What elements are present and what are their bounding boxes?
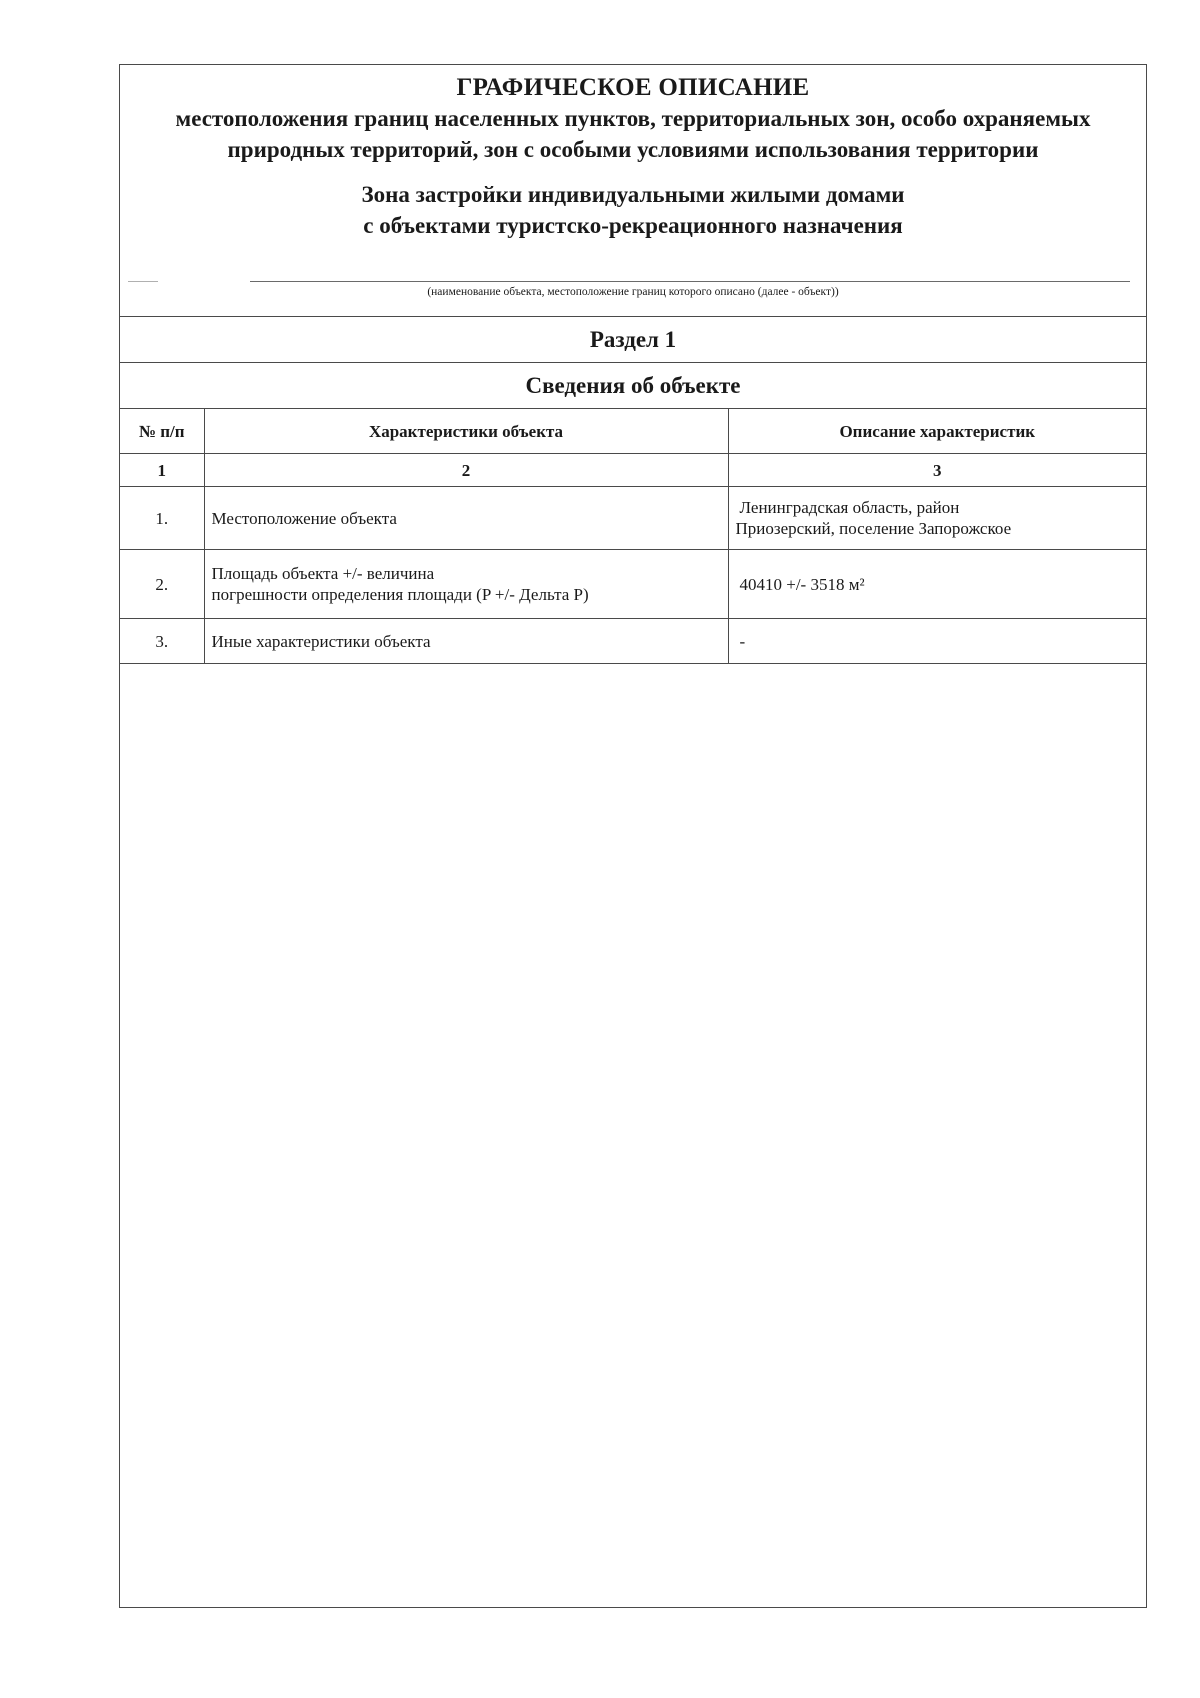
row-description-line-1: Ленинградская область, район bbox=[739, 498, 960, 517]
column-number-2: 2 bbox=[204, 454, 728, 487]
document-sheet bbox=[119, 64, 1147, 1608]
object-caption: (наименование объекта, местоположение границ которого описано (далее - объект)) bbox=[427, 286, 839, 298]
row-number: 1. bbox=[120, 487, 204, 550]
section-label: Раздел 1 bbox=[120, 317, 1146, 363]
row-characteristic-line-2: погрешности определения площади (P +/- Дельта P) bbox=[211, 585, 589, 604]
row-characteristic bbox=[204, 550, 728, 619]
header-dash bbox=[128, 281, 158, 282]
column-number-1: 1 bbox=[120, 454, 204, 487]
table-row bbox=[120, 619, 1146, 664]
row-description bbox=[728, 487, 1146, 550]
document-header bbox=[120, 65, 1146, 317]
row-number: 2. bbox=[120, 550, 204, 619]
object-info-table bbox=[120, 409, 1146, 664]
object-name-line-2: с объектами туристско-рекреационного назначения bbox=[363, 213, 903, 238]
object-name-line-1: Зона застройки индивидуальными жилыми домами bbox=[361, 182, 905, 207]
section-title: Сведения об объекте bbox=[120, 363, 1146, 409]
header-cell-number: № п/п bbox=[120, 409, 204, 454]
table-row bbox=[120, 487, 1146, 550]
header-cell-characteristic: Характеристики объекта bbox=[204, 409, 728, 454]
header-cell-description: Описание характеристик bbox=[728, 409, 1146, 454]
object-name bbox=[120, 179, 1146, 241]
row-characteristic: Местоположение объекта bbox=[204, 487, 728, 550]
document-subtitle: местоположения границ населенных пунктов, территориальных зон, особо охраняемых природных территорий, зон с особыми условиями использования территории bbox=[175, 106, 1091, 162]
column-number-row bbox=[120, 454, 1146, 487]
row-number: 3. bbox=[120, 619, 204, 664]
row-description: - bbox=[728, 619, 1146, 664]
table-header-row bbox=[120, 409, 1146, 454]
column-number-3: 3 bbox=[728, 454, 1146, 487]
row-characteristic-line-1: Площадь объекта +/- величина bbox=[211, 564, 435, 583]
row-description: 40410 +/- 3518 м² bbox=[728, 550, 1146, 619]
document-title: ГРАФИЧЕСКОЕ ОПИСАНИЕ bbox=[456, 74, 810, 101]
row-characteristic: Иные характеристики объекта bbox=[204, 619, 728, 664]
table-row bbox=[120, 550, 1146, 619]
object-name-underline bbox=[250, 281, 1130, 282]
row-description-line-2: Приозерский, поселение Запорожское bbox=[735, 519, 1012, 538]
